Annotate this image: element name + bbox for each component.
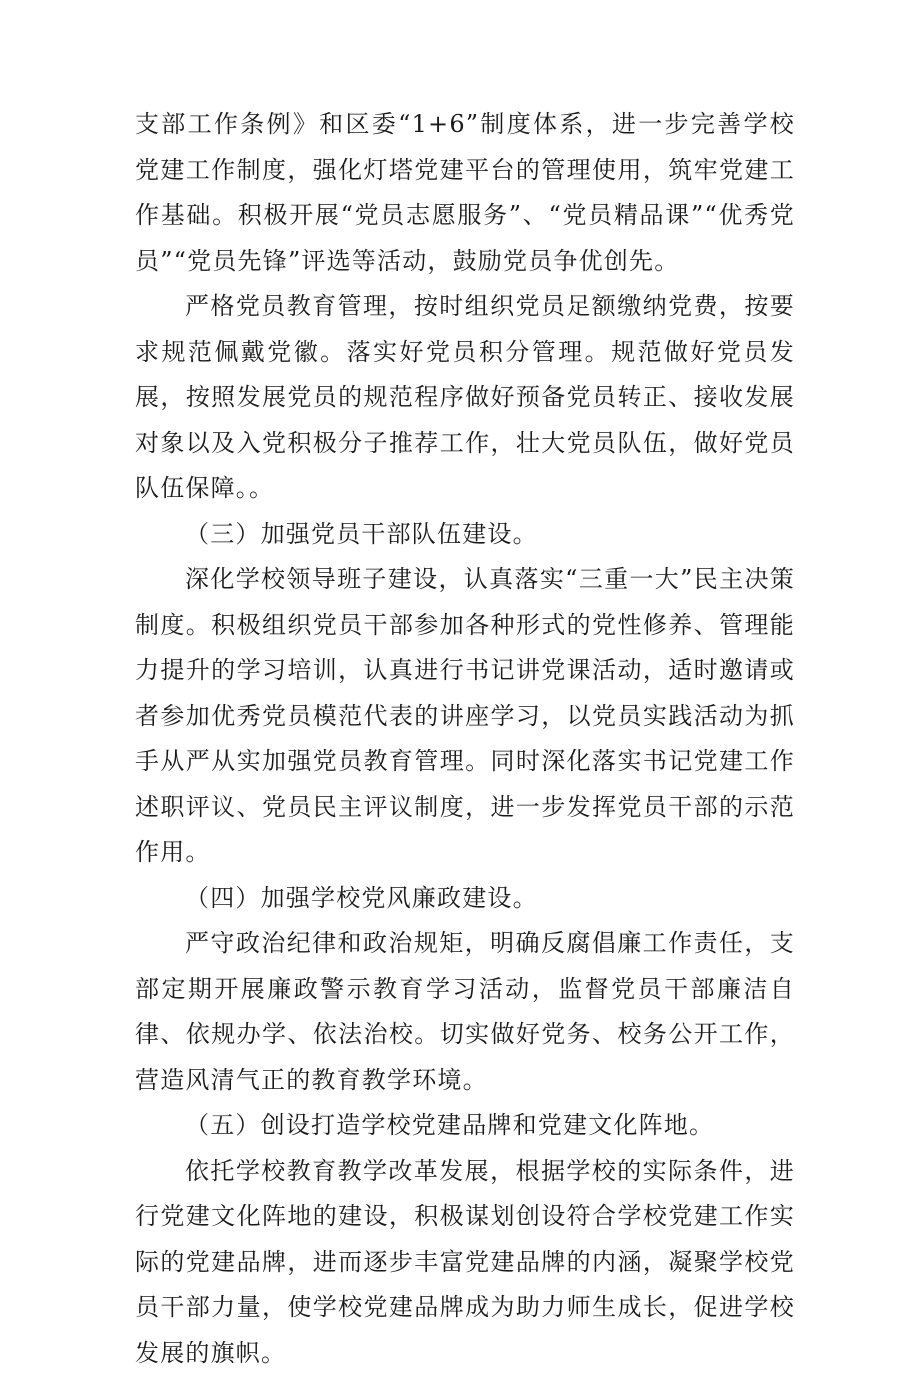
paragraph-leadership-team-building: 深化学校领导班子建设，认真落实“三重一大”民主决策制度。积极组织党员干部参加各种形式的党性修养、管理能力提升的学习培训，认真进行书记讲党课活动，适时邀请或者参加优秀党员模范代表的讲座学习，以党员实践活动为抓手从严从实加强党员教育管理。同时深化落实书记党建工作述职评议、党员民主评议制度，进一步发挥党员干部的示范作用。 [135, 557, 795, 876]
paragraph-party-brand-building: 依托学校教育教学改革发展，根据学校的实际条件，进行党建文化阵地的建设，积极谋划创设符合学校党建工作实际的党建品牌，进而逐步丰富党建品牌的内涵，凝聚学校党员干部力量，使学校党建品牌成为助力师生成长，促进学校发展的旗帜。 [135, 1149, 795, 1376]
document-body [135, 102, 795, 1376]
paragraph-member-education-management: 严格党员教育管理，按时组织党员足额缴纳党费，按要求规范佩戴党徽。落实好党员积分管理。规范做好党员发展，按照发展党员的规范程序做好预备党员转正、接收发展对象以及入党积极分子推荐工作，壮大党员队伍，做好党员队伍保障。。 [135, 284, 795, 512]
section-heading-4: （四）加强学校党风廉政建设。 [135, 876, 795, 922]
section-heading-3: （三）加强党员干部队伍建设。 [135, 512, 795, 558]
paragraph-integrity-building: 严守政治纪律和政治规矩，明确反腐倡廉工作责任，支部定期开展廉政警示教育学习活动，监督党员干部廉洁自律、依规办学、依法治校。切实做好党务、校务公开工作，营造风清气正的教育教学环境。 [135, 921, 795, 1103]
paragraph-party-branch-regulations: 支部工作条例》和区委“1+6”制度体系，进一步完善学校党建工作制度，强化灯塔党建平台的管理使用，筑牢党建工作基础。积极开展“党员志愿服务”、“党员精品课”“优秀党员”“党员先锋”评选等活动，鼓励党员争优创先。 [135, 102, 795, 284]
section-heading-5: （五）创设打造学校党建品牌和党建文化阵地。 [135, 1103, 795, 1149]
